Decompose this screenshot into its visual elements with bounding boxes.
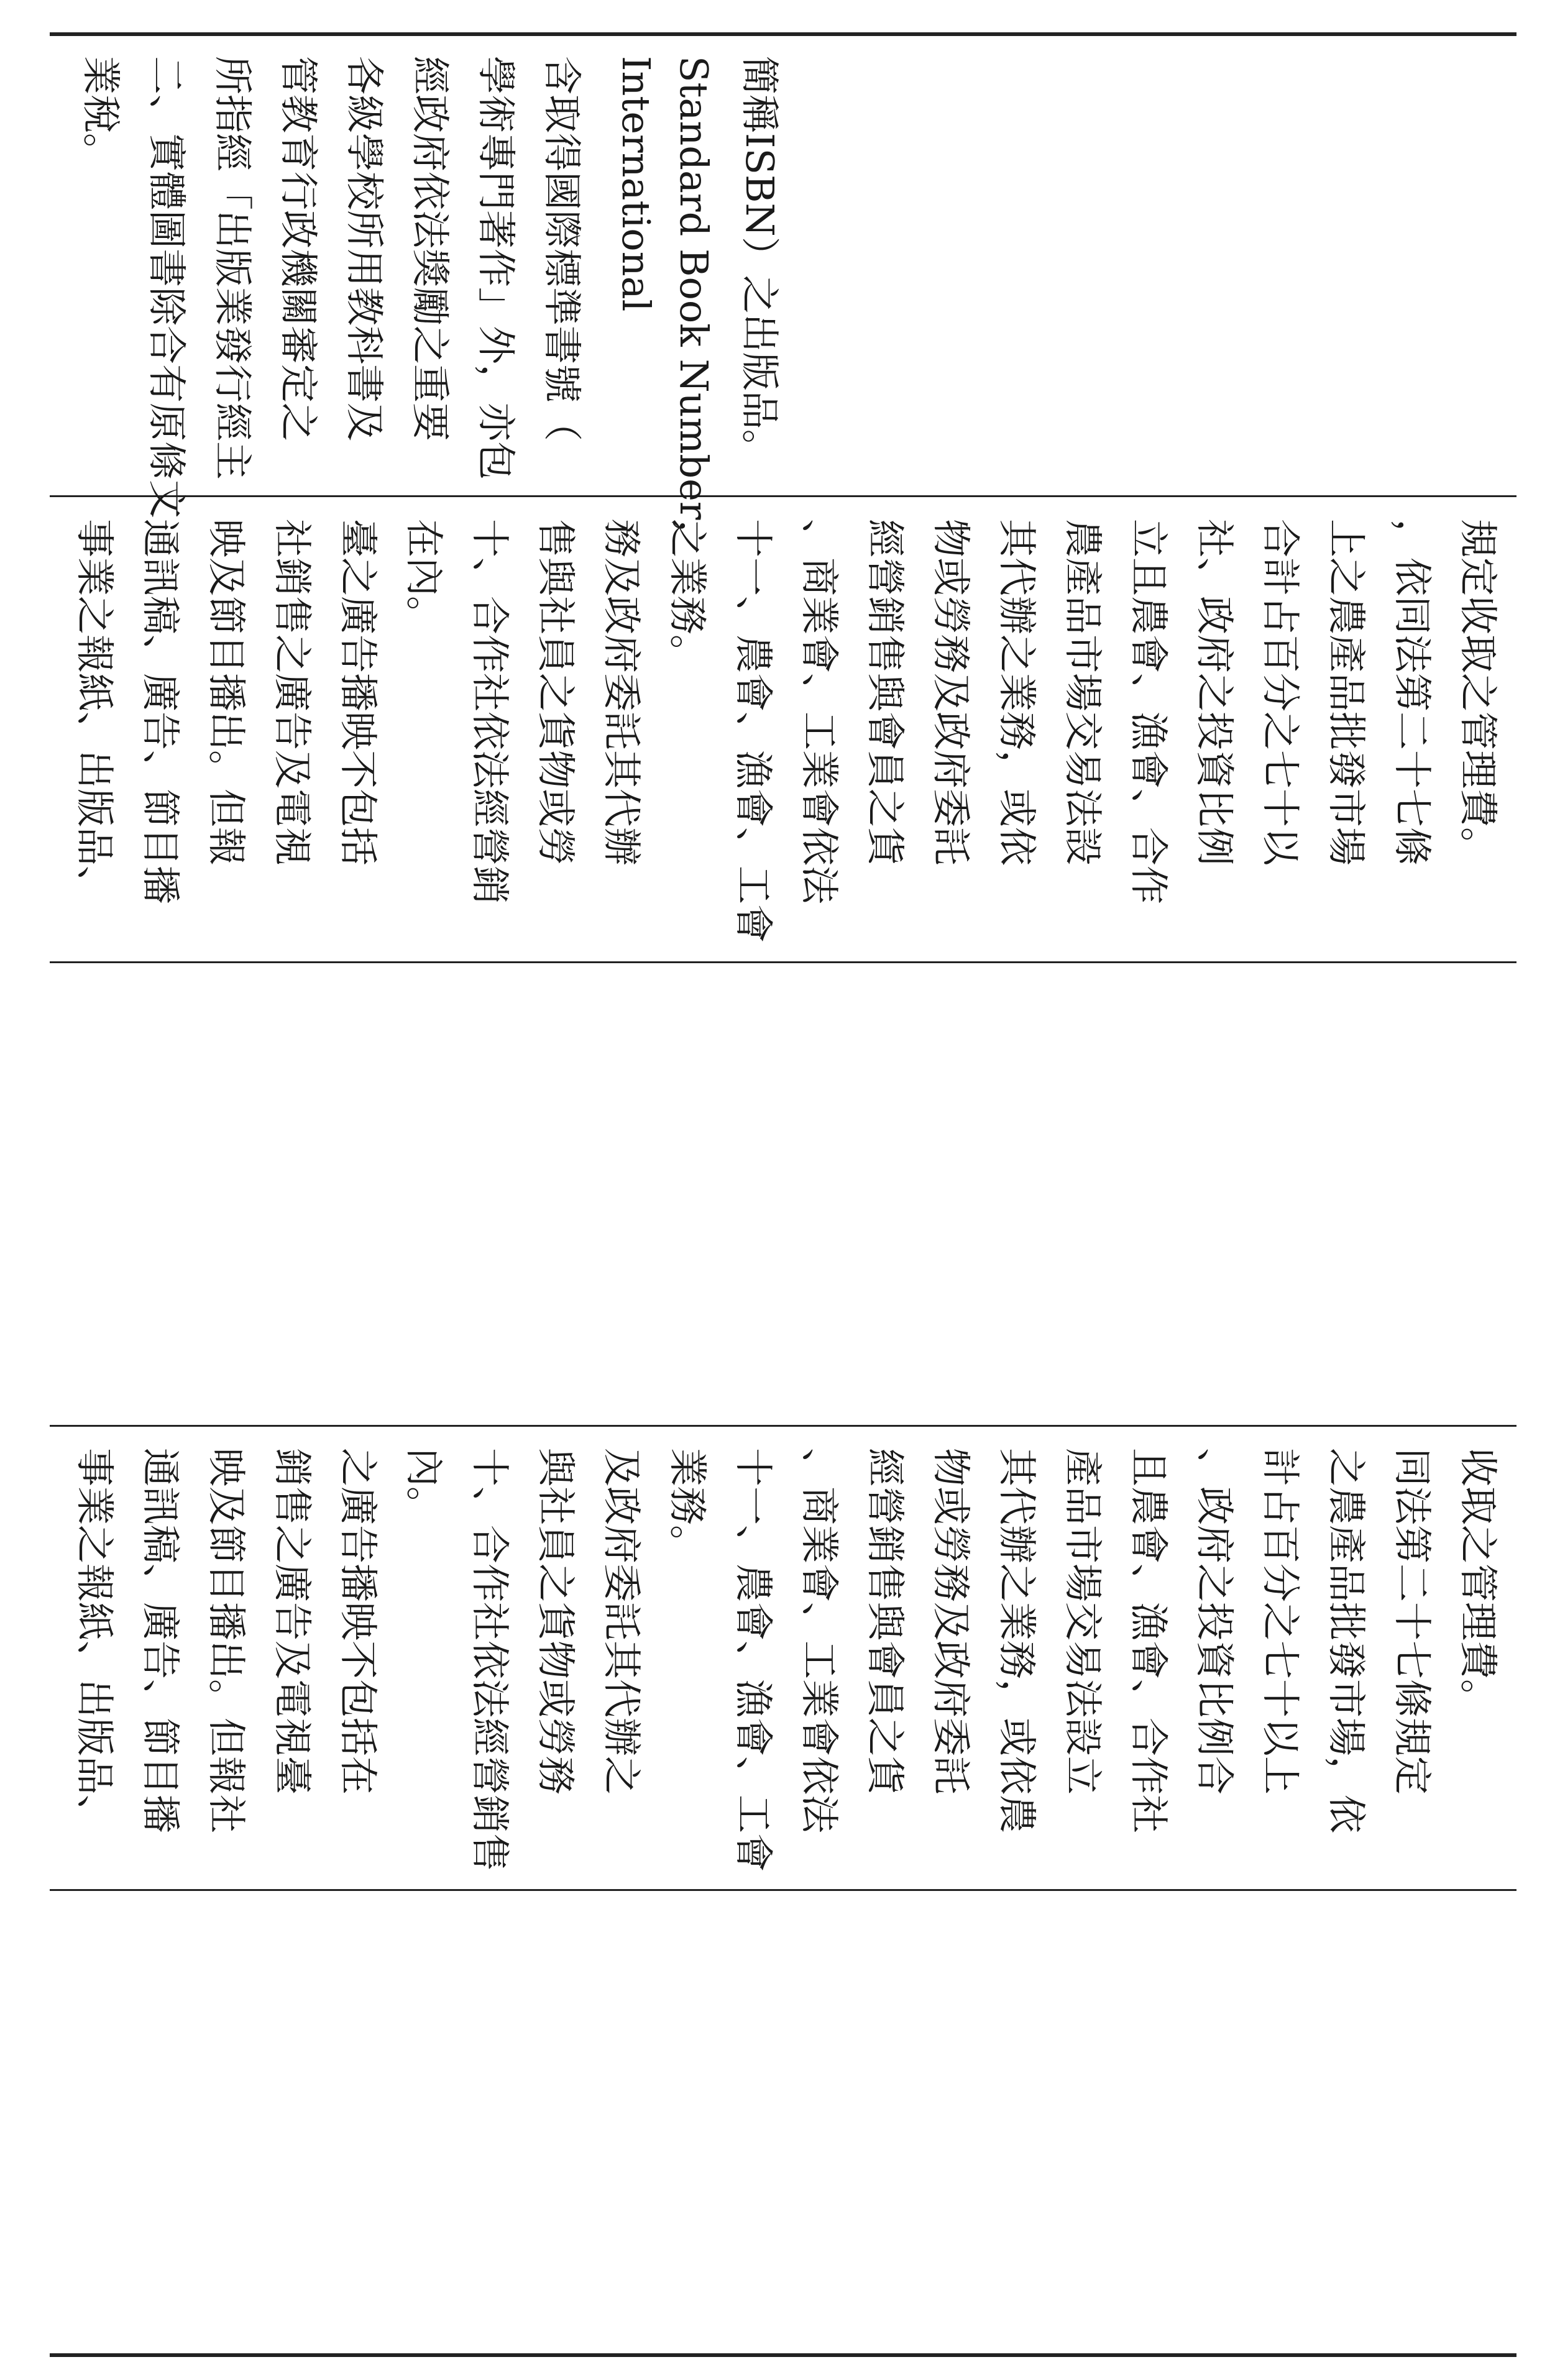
text-line: 、商業會、工業會依法 bbox=[797, 519, 842, 905]
text-line: 收取之管理費。 bbox=[1456, 1448, 1501, 1718]
text-line: 銷售之廣告及電視臺 bbox=[270, 1448, 315, 1795]
text-line: 在內。 bbox=[401, 519, 447, 635]
text-line: 其代辦之業務，或依農 bbox=[994, 1448, 1040, 1834]
text-line: 合計占百分之七十以 bbox=[1258, 519, 1303, 866]
text-line: 業稅。 bbox=[78, 56, 124, 172]
text-line: 業務。 bbox=[665, 1448, 710, 1564]
text-line: 物或勞務及政府委託 bbox=[929, 519, 974, 866]
text-line: 規定收取之管理費。 bbox=[1456, 519, 1501, 866]
text-line: 學術專門著作」外，亦包 bbox=[474, 56, 519, 480]
text-line: 通訊稿、廣告、節目播 bbox=[138, 519, 183, 905]
text-line: 各級學校所用教科書及 bbox=[342, 56, 387, 442]
text-line: 經營銷售與會員之貨 bbox=[863, 519, 908, 866]
row-divider-2 bbox=[50, 961, 1516, 963]
text-line: 十一、農會、漁會、工會 bbox=[731, 519, 776, 943]
text-line: 且農會、漁會、合作社 bbox=[1126, 1448, 1172, 1834]
text-line: 含取得國際標準書號（ bbox=[539, 56, 585, 442]
text-line: 所指經「出版業發行經主 bbox=[210, 56, 255, 480]
text-line: 計占百分之七十以上 bbox=[1258, 1448, 1303, 1795]
text-line: 管教育行政機關審定之 bbox=[276, 56, 321, 442]
text-line: 社銷售之廣告及電視 bbox=[270, 519, 315, 866]
text-line: 映及節目播出。但報社 bbox=[204, 1448, 249, 1834]
text-line: 社、政府之投資比例 bbox=[1192, 519, 1237, 866]
text-line: 農產品市場交易法設 bbox=[1060, 519, 1106, 866]
text-line: 之農產品批發市場，依 bbox=[1324, 1448, 1369, 1834]
text-line: 產品市場交易法設立 bbox=[1060, 1448, 1106, 1795]
text-line: 物或勞務及政府委託 bbox=[929, 1448, 974, 1795]
bottom-border bbox=[50, 2353, 1516, 2357]
text-line: International bbox=[613, 56, 659, 312]
text-line: 簡稱ISBN）之出版品。 bbox=[737, 56, 782, 468]
text-line: 之業務。 bbox=[665, 519, 710, 674]
text-line: 通訊稿、廣告、節目播 bbox=[138, 1448, 183, 1834]
text-line: 上之農產品批發市場 bbox=[1324, 519, 1369, 866]
text-line: 及政府委託其代辦之 bbox=[599, 1448, 645, 1795]
row-divider-4 bbox=[50, 1889, 1516, 1891]
text-line: 十、合作社依法經營銷 bbox=[467, 519, 513, 905]
text-line: 經營銷售與會員之貨 bbox=[863, 1448, 908, 1795]
text-line: 其代辦之業務，或依 bbox=[994, 519, 1040, 866]
text-line: 事業之報紙、出版品、 bbox=[72, 1448, 117, 1834]
text-line: 務及政府委託其代辦 bbox=[599, 519, 645, 866]
text-line: ，依同法第二十七條 bbox=[1390, 519, 1435, 866]
text-line: 二、實體圖書除合有原條文 bbox=[144, 56, 190, 519]
text-line: 之廣告播映不包括在 bbox=[336, 1448, 381, 1795]
text-line: 同法第二十七條規定 bbox=[1390, 1448, 1435, 1795]
text-line: 十一、農會、漁會、工會 bbox=[731, 1448, 776, 1872]
text-line: 映及節目播出。但報 bbox=[204, 519, 249, 866]
text-line: 臺之廣告播映不包括 bbox=[336, 519, 381, 866]
row-divider-1 bbox=[50, 495, 1516, 497]
text-line: 、商業會、工業會依法 bbox=[797, 1448, 842, 1834]
text-line: 經政府依法獎勵之重要 bbox=[408, 56, 453, 442]
text-line: 售與社員之貨物或勞 bbox=[533, 519, 579, 866]
text-line: 立且農會、漁會、合作 bbox=[1126, 519, 1172, 905]
text-line: 、政府之投資比例合 bbox=[1192, 1448, 1237, 1795]
text-line: 內。 bbox=[401, 1448, 447, 1526]
text-line: 事業之報紙、出版品、 bbox=[72, 519, 117, 905]
text-line: 十、合作社依法經營銷售 bbox=[467, 1448, 513, 1872]
row-divider-3 bbox=[50, 1425, 1516, 1427]
text-line: Standard Book Number， bbox=[671, 56, 717, 559]
top-border bbox=[50, 32, 1516, 36]
text-line: 與社員之貨物或勞務 bbox=[533, 1448, 579, 1795]
